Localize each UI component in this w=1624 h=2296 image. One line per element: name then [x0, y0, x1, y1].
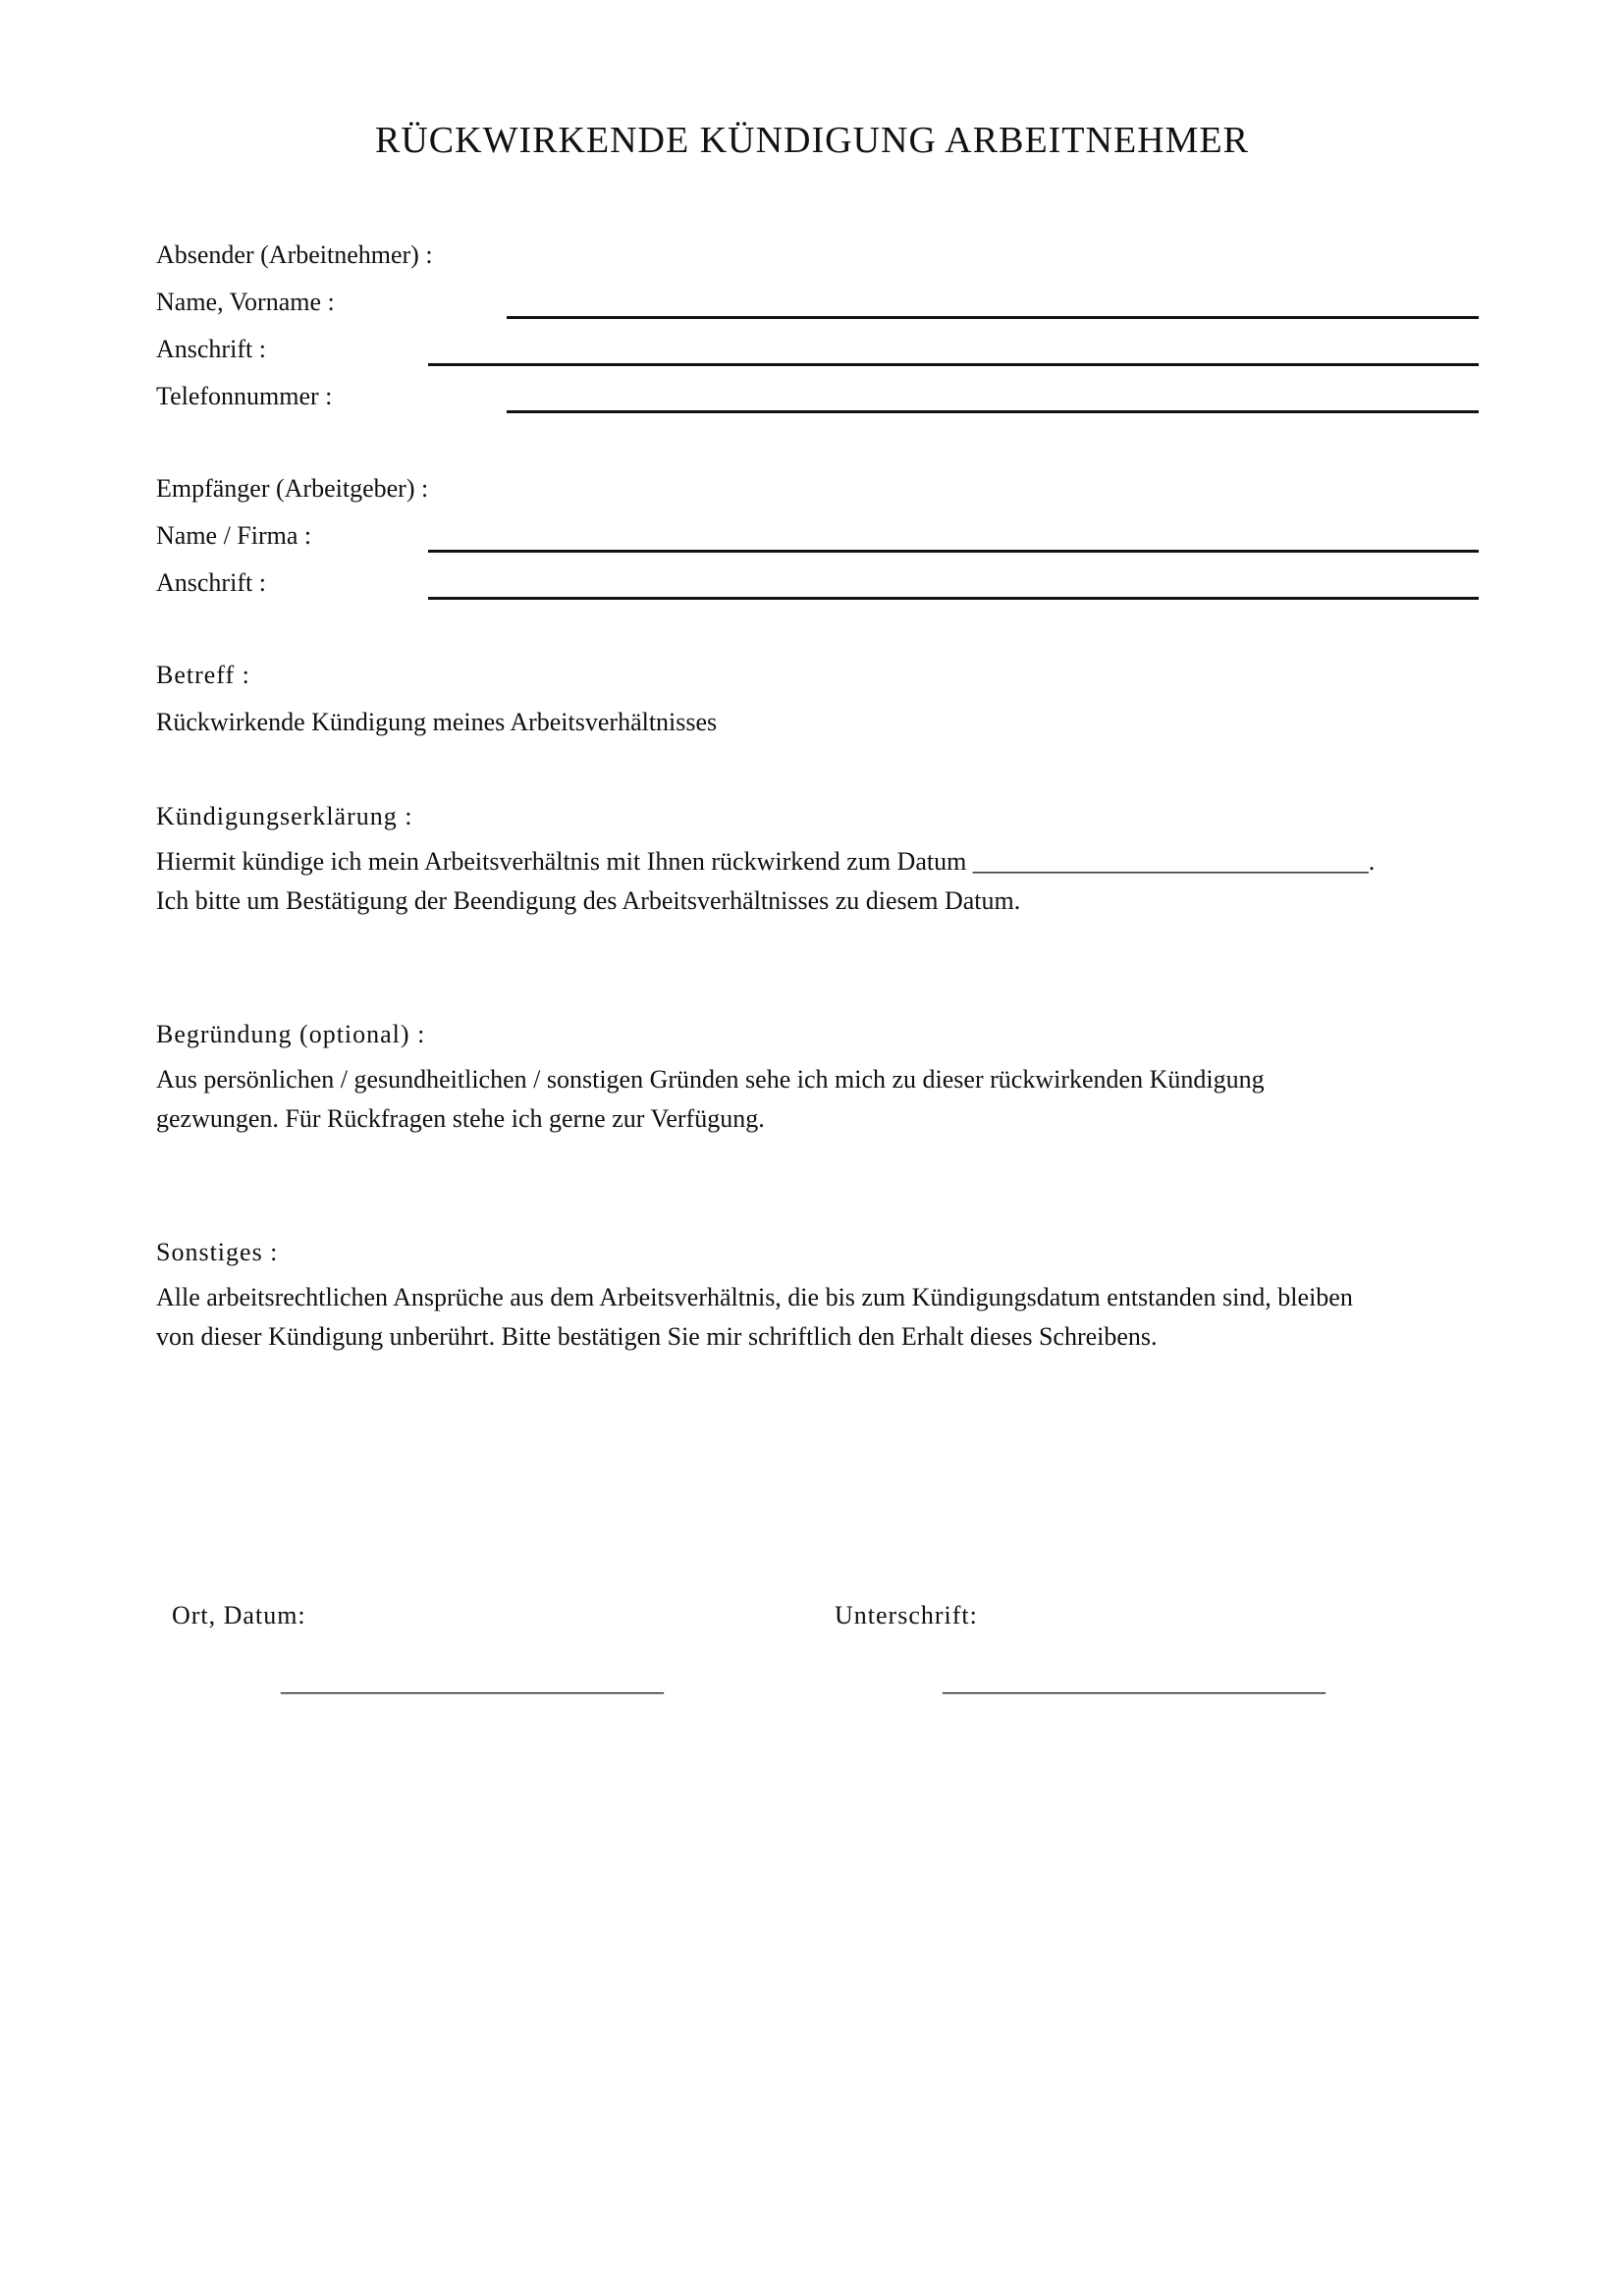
sender-name-label: Name, Vorname :	[156, 288, 335, 316]
subject-heading: Betreff :	[156, 661, 250, 689]
document-title: RÜCKWIRKENDE KÜNDIGUNG ARBEITNEHMER	[375, 120, 1249, 161]
sender-address-label: Anschrift :	[156, 335, 266, 363]
recipient-name-label: Name / Firma :	[156, 521, 312, 550]
recipient-heading: Empfänger (Arbeitgeber) :	[156, 474, 429, 503]
other-line-1: Alle arbeitsrechtlichen Ansprüche aus dem Arbeitsverhältnis, die bis zum Kündigungsdatum entstanden sind, bleiben	[156, 1283, 1353, 1311]
declaration-line-2: Ich bitte um Bestätigung der Beendigung des Arbeitsverhältnisses zu diesem Datum.	[156, 886, 1021, 915]
sender-phone-field[interactable]	[507, 410, 1479, 413]
other-paragraph	[156, 1278, 1353, 1357]
place-date-field[interactable]: ______________________________	[281, 1668, 664, 1696]
declaration-paragraph	[156, 842, 1375, 921]
sender-phone-label: Telefonnummer :	[156, 382, 333, 410]
recipient-address-label: Anschrift :	[156, 568, 266, 597]
reason-paragraph	[156, 1060, 1265, 1139]
reason-line-1: Aus persönlichen / gesundheitlichen / sonstigen Gründen sehe ich mich zu dieser rückwirkenden Kündigung	[156, 1065, 1265, 1094]
signature-field[interactable]: ______________________________	[943, 1668, 1326, 1696]
recipient-name-field[interactable]	[428, 550, 1479, 553]
recipient-address-field[interactable]	[428, 597, 1479, 600]
sender-heading: Absender (Arbeitnehmer) :	[156, 240, 433, 269]
signature-label: Unterschrift:	[835, 1601, 978, 1629]
declaration-heading: Kündigungserklärung :	[156, 802, 413, 830]
declaration-line-1: Hiermit kündige ich mein Arbeitsverhältnis mit Ihnen rückwirkend zum Datum _______________________________.	[156, 847, 1376, 876]
sender-name-field[interactable]	[507, 316, 1479, 319]
reason-heading: Begründung (optional) :	[156, 1020, 426, 1048]
other-heading: Sonstiges :	[156, 1238, 279, 1266]
reason-line-2: gezwungen. Für Rückfragen stehe ich gerne zur Verfügung.	[156, 1104, 765, 1133]
other-line-2: von dieser Kündigung unberührt. Bitte bestätigen Sie mir schriftlich den Erhalt dieses Schreibens.	[156, 1322, 1158, 1351]
sender-address-field[interactable]	[428, 363, 1479, 366]
place-date-label: Ort, Datum:	[172, 1601, 306, 1629]
subject-text: Rückwirkende Kündigung meines Arbeitsverhältnisses	[156, 708, 718, 736]
